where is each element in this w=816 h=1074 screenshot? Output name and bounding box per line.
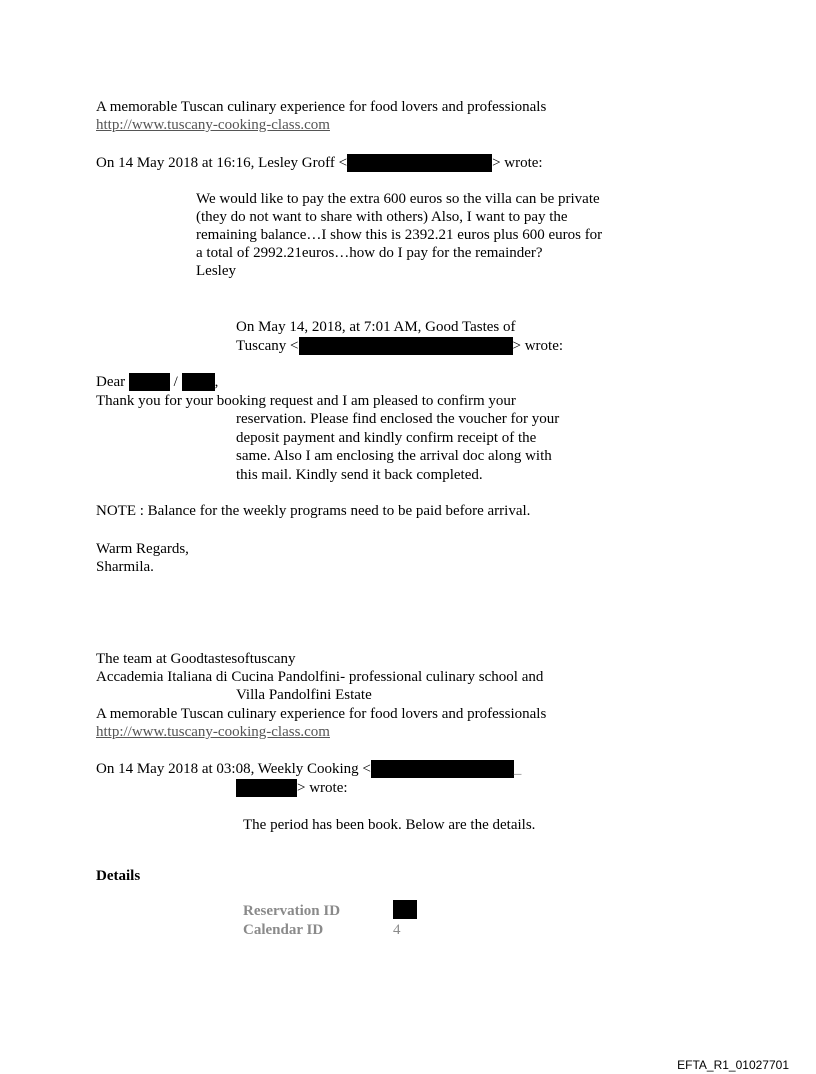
greeting-separator: / xyxy=(169,374,182,390)
reservation-id-label: Reservation ID xyxy=(243,903,341,919)
tastes-header-suffix: > wrote: xyxy=(512,338,564,354)
redacted-email xyxy=(347,154,492,172)
redacted-email xyxy=(236,779,297,797)
confirmation-line: Thank you for your booking request and I am pleased to confirm your xyxy=(96,393,516,409)
redacted-name xyxy=(129,373,170,391)
lesley-message-line: remaining balance…I show this is 2392.21 euros plus 600 euros for xyxy=(196,227,603,243)
signature-team: The team at Goodtastesoftuscany xyxy=(96,651,296,667)
details-heading: Details xyxy=(96,868,141,884)
reservation-id-value xyxy=(393,900,417,919)
lesley-reply-header xyxy=(96,154,543,172)
weekly-header-prefix: On 14 May 2018 at 03:08, Weekly Cooking < xyxy=(96,761,371,777)
lesley-message-line: We would like to pay the extra 600 euros so the villa can be private xyxy=(196,191,600,207)
weekly-header-underscore: _ xyxy=(513,761,522,777)
confirmation-line: this mail. Kindly send it back completed. xyxy=(236,467,483,483)
header-tagline: A memorable Tuscan culinary experience for food lovers and professionals xyxy=(96,99,547,115)
lesley-header-prefix: On 14 May 2018 at 16:16, Lesley Groff < xyxy=(96,155,348,171)
confirmation-line: reservation. Please find enclosed the voucher for your xyxy=(236,411,560,427)
tastes-reply-header-line1: On May 14, 2018, at 7:01 AM, Good Tastes of xyxy=(236,319,516,335)
signature-tagline: A memorable Tuscan culinary experience for food lovers and professionals xyxy=(96,706,547,722)
header-link[interactable]: http://www.tuscany-cooking-class.com xyxy=(96,117,330,133)
greeting-suffix: , xyxy=(214,374,219,390)
lesley-message-line: (they do not want to share with others) Also, I want to pay the xyxy=(196,209,568,225)
signoff-regards: Warm Regards, xyxy=(96,541,189,557)
calendar-id-label: Calendar ID xyxy=(243,922,324,938)
balance-note: NOTE : Balance for the weekly programs need to be paid before arrival. xyxy=(96,503,531,519)
signoff-name: Sharmila. xyxy=(96,559,154,575)
tastes-reply-header-line2 xyxy=(236,337,563,355)
signature-link[interactable]: http://www.tuscany-cooking-class.com xyxy=(96,724,330,740)
redacted-email xyxy=(371,760,514,778)
confirmation-line: deposit payment and kindly confirm receipt of the xyxy=(236,430,537,446)
weekly-reply-header-line2 xyxy=(236,779,348,797)
confirmation-line: same. Also I am enclosing the arrival doc along with xyxy=(236,448,552,464)
lesley-message-line: a total of 2992.21euros…how do I pay for the remainder? xyxy=(196,245,543,261)
redacted-email xyxy=(299,337,513,355)
lesley-header-suffix: > wrote: xyxy=(492,155,543,171)
document-id: EFTA_R1_01027701 xyxy=(677,1058,789,1072)
lesley-signature: Lesley xyxy=(196,263,236,279)
booked-message: The period has been book. Below are the details. xyxy=(243,817,536,833)
signature-school: Accademia Italiana di Cucina Pandolfini- professional culinary school and xyxy=(96,669,544,685)
signature-estate: Villa Pandolfini Estate xyxy=(236,687,372,703)
weekly-reply-header xyxy=(96,760,521,778)
redacted-reservation-id xyxy=(393,900,417,919)
calendar-id-value: 4 xyxy=(393,922,401,938)
weekly-header-suffix: > wrote: xyxy=(297,780,348,796)
tastes-header-prefix: Tuscany < xyxy=(236,338,299,354)
redacted-name xyxy=(182,373,215,391)
greeting xyxy=(96,373,218,391)
greeting-prefix: Dear xyxy=(96,374,129,390)
